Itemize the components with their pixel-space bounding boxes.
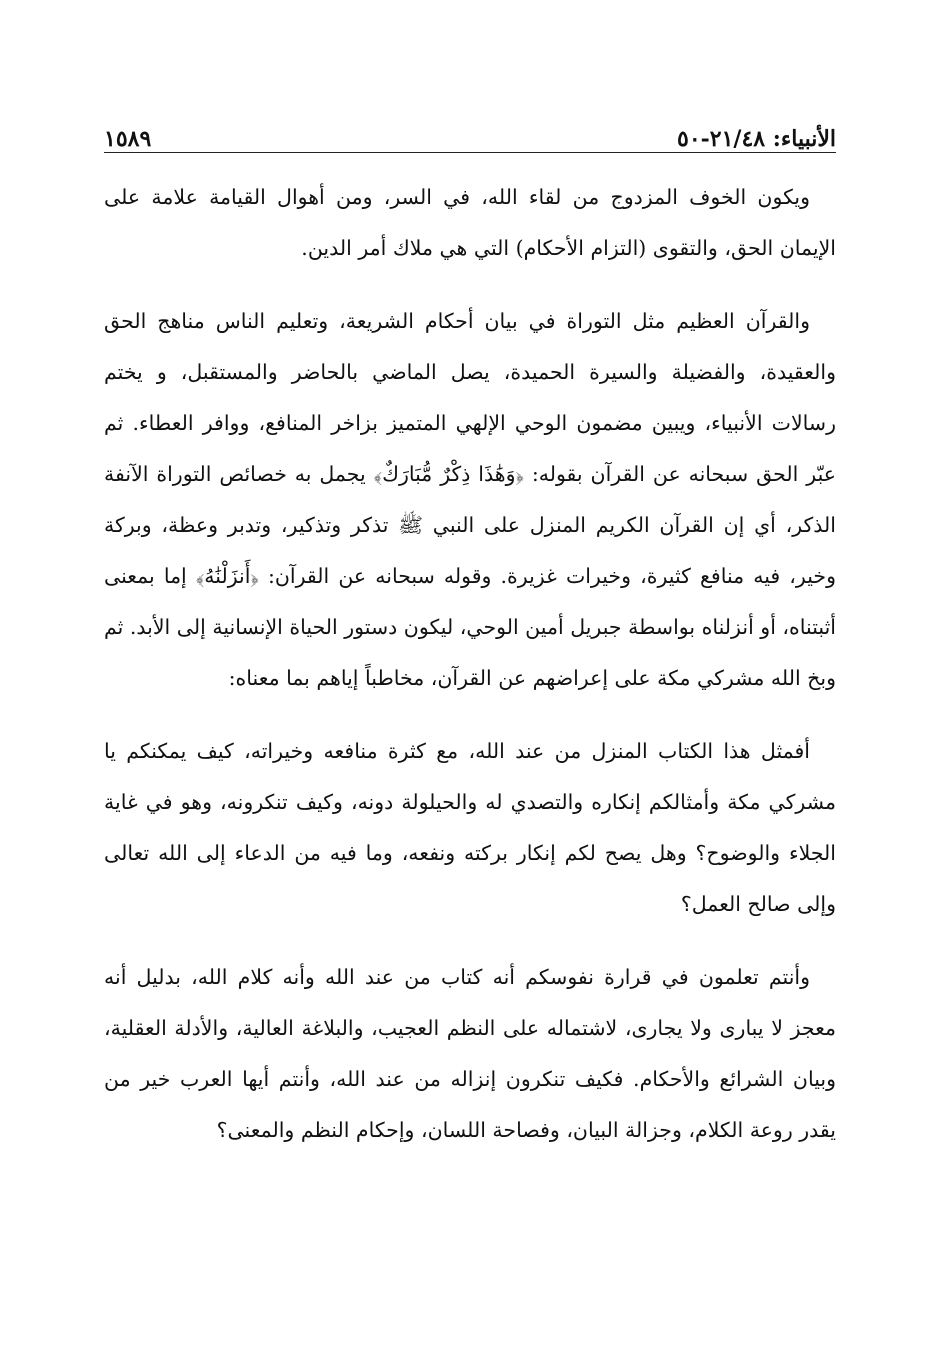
header-divider bbox=[104, 152, 836, 153]
page-number: ١٥٨٩ bbox=[104, 126, 152, 152]
paragraph-3: أفمثل هذا الكتاب المنزل من عند الله، مع كثرة منافعه وخيراته، كيف يمكنكم يا مشركي مكة وأمثالكم إنكاره والتصدي له والحيلولة دونه، وكيف تنكرونه، وهو في غاية الجلاء والوضوح؟ وهل يصح لكم إنكار بركته ونفعه، وما فيه من الدعاء إلى الله تعالى وإلى صالح العمل؟ bbox=[104, 739, 836, 916]
page-header bbox=[104, 112, 836, 152]
paragraph-1: ويكون الخوف المزدوج من لقاء الله، في السر، ومن أهوال القيامة علامة على الإيمان الحق، والتقوى (التزام الأحكام) التي هي ملاك أمر الدين. bbox=[104, 185, 836, 260]
chapter-reference: الأنبياء: ٢١/٤٨-٥٠ bbox=[677, 126, 836, 152]
paragraph-2: والقرآن العظيم مثل التوراة في بيان أحكام الشريعة، وتعليم الناس مناهج الحق والعقيدة، والفضيلة والسيرة الحميدة، يصل الماضي بالحاضر والمستقبل، و يختم رسالات الأنبياء، ويبين مضمون الوحي الإلهي المتميز بزاخر المنافع، ووافر العطاء. ثم عبّر الحق سبحانه عن القرآن بقوله: ﴿وَهَٰذَا ذِكْرٌ مُّبَارَكٌ﴾ يجمل به خصائص التوراة الآنفة الذكر، أي إن القرآن الكريم المنزل على النبي ﷺ تذكر وتذكير، وتدبر وعظة، وبركة وخير، فيه منافع كثيرة، وخيرات غزيرة. وقوله سبحانه عن القرآن: ﴿أَنزَلْنَٰهُ﴾ إما بمعنى أثبتناه، أو أنزلناه بواسطة جبريل أمين الوحي، ليكون دستور الحياة الإنسانية إلى الأبد. ثم وبخ الله مشركي مكة على إعراضهم عن القرآن، مخاطباً إياهم بما معناه: bbox=[104, 309, 836, 690]
body-text bbox=[104, 172, 836, 1178]
paragraph-4: وأنتم تعلمون في قرارة نفوسكم أنه كتاب من عند الله وأنه كلام الله، بدليل أنه معجز لا يبارى ولا يجارى، لاشتماله على النظم العجيب، والبلاغة العالية، والأدلة العقلية، وبيان الشرائع والأحكام. فكيف تنكرون إنزاله من عند الله، وأنتم أيها العرب خير من يقدر روعة الكلام، وجزالة البيان، وفصاحة اللسان، وإحكام النظم والمعنى؟ bbox=[104, 965, 836, 1142]
